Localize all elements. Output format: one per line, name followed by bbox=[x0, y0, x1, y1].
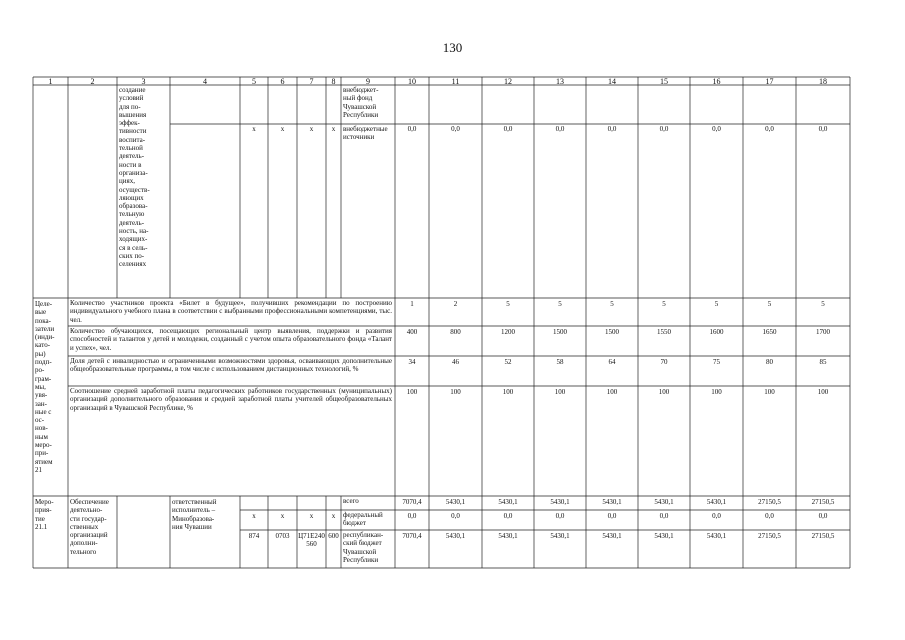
indicator-value: 100 bbox=[502, 388, 514, 396]
measure-number: Меро- прия- тие 21.1 bbox=[35, 498, 54, 531]
value-cell: 0,0 bbox=[765, 512, 774, 520]
budget-code: 600 bbox=[328, 532, 339, 540]
indicator-name: Количество обучающихся, посещающих региональный центр выявления, поддержки и развития способностей и талантов у детей и молодежи, созданный с учетом опыта образовательного фонда «Талант и успех», чел. bbox=[70, 327, 392, 352]
header-col-number: 4 bbox=[203, 77, 207, 86]
code-cell: x bbox=[309, 125, 314, 133]
indicator-value: 5 bbox=[506, 300, 510, 308]
funding-source: внебюджетные источники bbox=[343, 125, 388, 142]
indicator-name: Количество участников проекта «Билет в будущее», получивших рекомендации по построению индивидуального учебного плана в соответствии с выбранными профессиональными компетенциями, тыс. чел. bbox=[70, 299, 392, 324]
indicator-value: 100 bbox=[817, 388, 829, 396]
indicator-value: 70 bbox=[660, 358, 668, 366]
value-cell: 5430,1 bbox=[706, 498, 727, 506]
value-cell: 0,0 bbox=[607, 512, 617, 520]
budget-code: Ц71Е240 560 bbox=[298, 532, 325, 549]
code-cell: x bbox=[331, 125, 336, 133]
header-col-number: 11 bbox=[451, 77, 460, 86]
indicator-value: 1700 bbox=[816, 328, 830, 336]
value-cell: 5430,1 bbox=[602, 532, 622, 540]
indicator-value: 400 bbox=[406, 328, 418, 336]
value-cell: 5430,1 bbox=[706, 532, 727, 540]
header-col-number: 7 bbox=[309, 77, 314, 86]
value-cell: 0,0 bbox=[712, 512, 721, 520]
header-col-number: 3 bbox=[141, 77, 146, 86]
value-cell: 0,0 bbox=[659, 512, 669, 520]
indicator-value: 800 bbox=[450, 328, 461, 336]
header-col-number: 2 bbox=[90, 77, 95, 86]
header-col-number: 9 bbox=[366, 77, 370, 86]
value-cell: 27150,5 bbox=[758, 498, 781, 506]
code-cell: x bbox=[252, 125, 256, 133]
header-col-number: 13 bbox=[556, 77, 564, 86]
value-cell: 5430,1 bbox=[550, 532, 570, 540]
indicator-value: 64 bbox=[608, 358, 616, 366]
indicator-value: 1600 bbox=[709, 328, 724, 336]
indicator-value: 1650 bbox=[762, 328, 777, 336]
funding-source: федеральный бюджет bbox=[343, 511, 383, 528]
value-cell: 0,0 bbox=[555, 512, 565, 520]
value-cell: 0,0 bbox=[451, 512, 460, 520]
indicator-value: 5 bbox=[662, 300, 666, 308]
header-col-number: 15 bbox=[660, 77, 668, 86]
indicator-value: 1500 bbox=[553, 328, 567, 336]
indicator-name: Доля детей с инвалидностью и ограниченными возможностями здоровья, осваивающих дополнительные общеобразовательные программы, в том числе с использованием дистанционных технологий, % bbox=[70, 357, 392, 374]
value-cell: 0,0 bbox=[407, 512, 417, 520]
value-cell: 5430,1 bbox=[654, 532, 674, 540]
header-col-number: 5 bbox=[252, 77, 256, 86]
header-col-number: 17 bbox=[765, 77, 774, 86]
code-cell: x bbox=[280, 125, 285, 133]
value-cell: 0,0 bbox=[407, 125, 417, 133]
header-col-number: 8 bbox=[331, 77, 336, 86]
budget-code: 874 bbox=[248, 532, 260, 540]
indicator-value: 52 bbox=[504, 358, 512, 366]
header-col-number: 12 bbox=[504, 77, 512, 86]
header-col-number: 18 bbox=[819, 77, 827, 86]
indicator-value: 5 bbox=[767, 300, 772, 308]
indicator-value: 46 bbox=[452, 358, 459, 366]
value-cell: 5430,1 bbox=[445, 498, 466, 506]
value-cell: 0,0 bbox=[818, 512, 828, 520]
indicator-value: 5 bbox=[558, 300, 562, 308]
indicator-value: 100 bbox=[658, 388, 670, 396]
indicator-value: 2 bbox=[453, 300, 458, 308]
header-col-number: 14 bbox=[608, 77, 616, 86]
budget-code: x bbox=[280, 512, 285, 520]
responsible-executor: ответственный исполнитель – Минобразова- ния Чувашии bbox=[172, 498, 217, 531]
header-col-number: 1 bbox=[48, 77, 53, 86]
indicator-value: 1 bbox=[410, 300, 414, 308]
value-cell: 5430,1 bbox=[654, 498, 674, 506]
value-cell: 5430,1 bbox=[602, 498, 622, 506]
indicator-value: 5 bbox=[821, 300, 825, 308]
value-cell: 5430,1 bbox=[550, 498, 570, 506]
budget-code: 0703 bbox=[275, 532, 290, 540]
header-col-number: 6 bbox=[280, 77, 285, 86]
value-cell: 0,0 bbox=[659, 125, 669, 133]
indicator-value: 5 bbox=[714, 300, 719, 308]
page-number: 130 bbox=[442, 40, 463, 55]
measure-name: Обеспечение деятельно- сти государ- ственных организаций дополни- тельного bbox=[70, 498, 109, 556]
indicator-value: 1200 bbox=[501, 328, 515, 336]
funding-source: республикан- ский бюджет Чувашской Республики bbox=[343, 531, 384, 564]
indicator-value: 100 bbox=[406, 388, 418, 396]
budget-code: x bbox=[331, 512, 336, 520]
value-cell: 0,0 bbox=[503, 512, 513, 520]
indicator-value: 75 bbox=[713, 358, 720, 366]
indicator-value: 1550 bbox=[657, 328, 671, 336]
value-cell: 27150,5 bbox=[811, 532, 835, 540]
indicator-value: 100 bbox=[764, 388, 775, 396]
value-cell: 0,0 bbox=[607, 125, 617, 133]
indicator-value: 58 bbox=[556, 358, 564, 366]
header-col-number: 16 bbox=[712, 77, 721, 86]
indicator-value: 100 bbox=[711, 388, 722, 396]
value-cell: 27150,5 bbox=[811, 498, 835, 506]
indicator-value: 5 bbox=[610, 300, 614, 308]
indicator-value: 100 bbox=[554, 388, 566, 396]
value-cell: 27150,5 bbox=[758, 532, 781, 540]
value-cell: 0,0 bbox=[765, 125, 774, 133]
value-cell: 0,0 bbox=[818, 125, 828, 133]
indicator-value: 85 bbox=[819, 358, 827, 366]
indicators-label: Целе- вые пока- затели (инди- като- ры) подп- ро- грам- мы, увя- зан- ные с ос- нов- ным меро- при- ятием 21 bbox=[35, 300, 55, 474]
header-col-number: 10 bbox=[408, 77, 416, 86]
indicator-value: 100 bbox=[606, 388, 618, 396]
funding-source: внебюджет- ный фонд Чувашской Республики bbox=[343, 86, 379, 119]
funding-source: всего bbox=[343, 497, 359, 505]
indicator-value: 34 bbox=[408, 358, 416, 366]
budget-code: x bbox=[309, 512, 314, 520]
budget-code: x bbox=[252, 512, 256, 520]
indicator-value: 1500 bbox=[605, 328, 619, 336]
value-cell: 0,0 bbox=[451, 125, 460, 133]
value-cell: 0,0 bbox=[503, 125, 513, 133]
value-cell: 0,0 bbox=[712, 125, 721, 133]
indicator-value: 100 bbox=[450, 388, 461, 396]
indicator-value: 80 bbox=[766, 358, 773, 366]
value-cell: 7070,4 bbox=[402, 532, 422, 540]
value-cell: 5430,1 bbox=[445, 532, 466, 540]
subprogram-measure-text: создание условий для по- вышения эффек- тивности воспита- тельной деятель- ности в организа- циях, осуществ- ляющих образова- тельную деятель- ность, на- ходящих- ся в сель- ских по- селениях bbox=[119, 86, 150, 269]
value-cell: 0,0 bbox=[555, 125, 565, 133]
value-cell: 7070,4 bbox=[402, 498, 422, 506]
indicator-name: Соотношение средней заработной платы педагогических работников государственных (муниципальных) организаций дополнительного образования и средней заработной платы учителей общеобразовательных организаций в Чувашской Республике, % bbox=[70, 387, 392, 412]
value-cell: 5430,1 bbox=[498, 532, 518, 540]
value-cell: 5430,1 bbox=[498, 498, 518, 506]
